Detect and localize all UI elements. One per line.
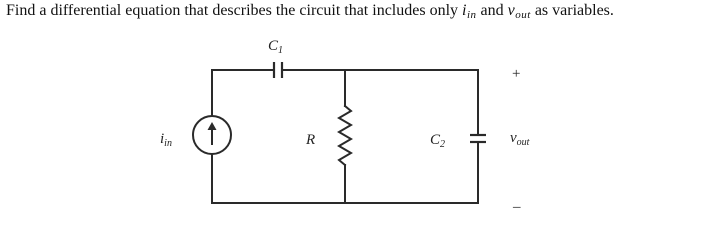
question-text-after: as variables. <box>530 2 614 19</box>
current-source <box>193 116 231 154</box>
resistor-r <box>339 106 351 165</box>
question-text-before: Find a differential equation that describes the circuit that includes only <box>6 2 463 19</box>
current-source-label: $i_{in}$ <box>160 131 172 149</box>
capacitor-c1-label: $C_1$ <box>268 38 284 56</box>
capacitor-c2-label: $C_2$ <box>430 132 446 150</box>
plus-sign: + <box>512 66 521 82</box>
variable-i-in: $i_{in}$ <box>462 2 477 21</box>
capacitor-c2 <box>470 135 486 142</box>
variable-v-out: $v_{out}$ <box>507 2 531 21</box>
up-arrow-icon <box>208 122 217 144</box>
output-voltage-label: $v_{out}$ <box>510 130 530 148</box>
question-text-middle: and <box>476 2 508 19</box>
minus-sign: – <box>513 199 521 215</box>
capacitor-c1 <box>274 62 282 78</box>
left-top-wire <box>212 70 272 116</box>
resistor-r-label: R <box>306 132 316 148</box>
